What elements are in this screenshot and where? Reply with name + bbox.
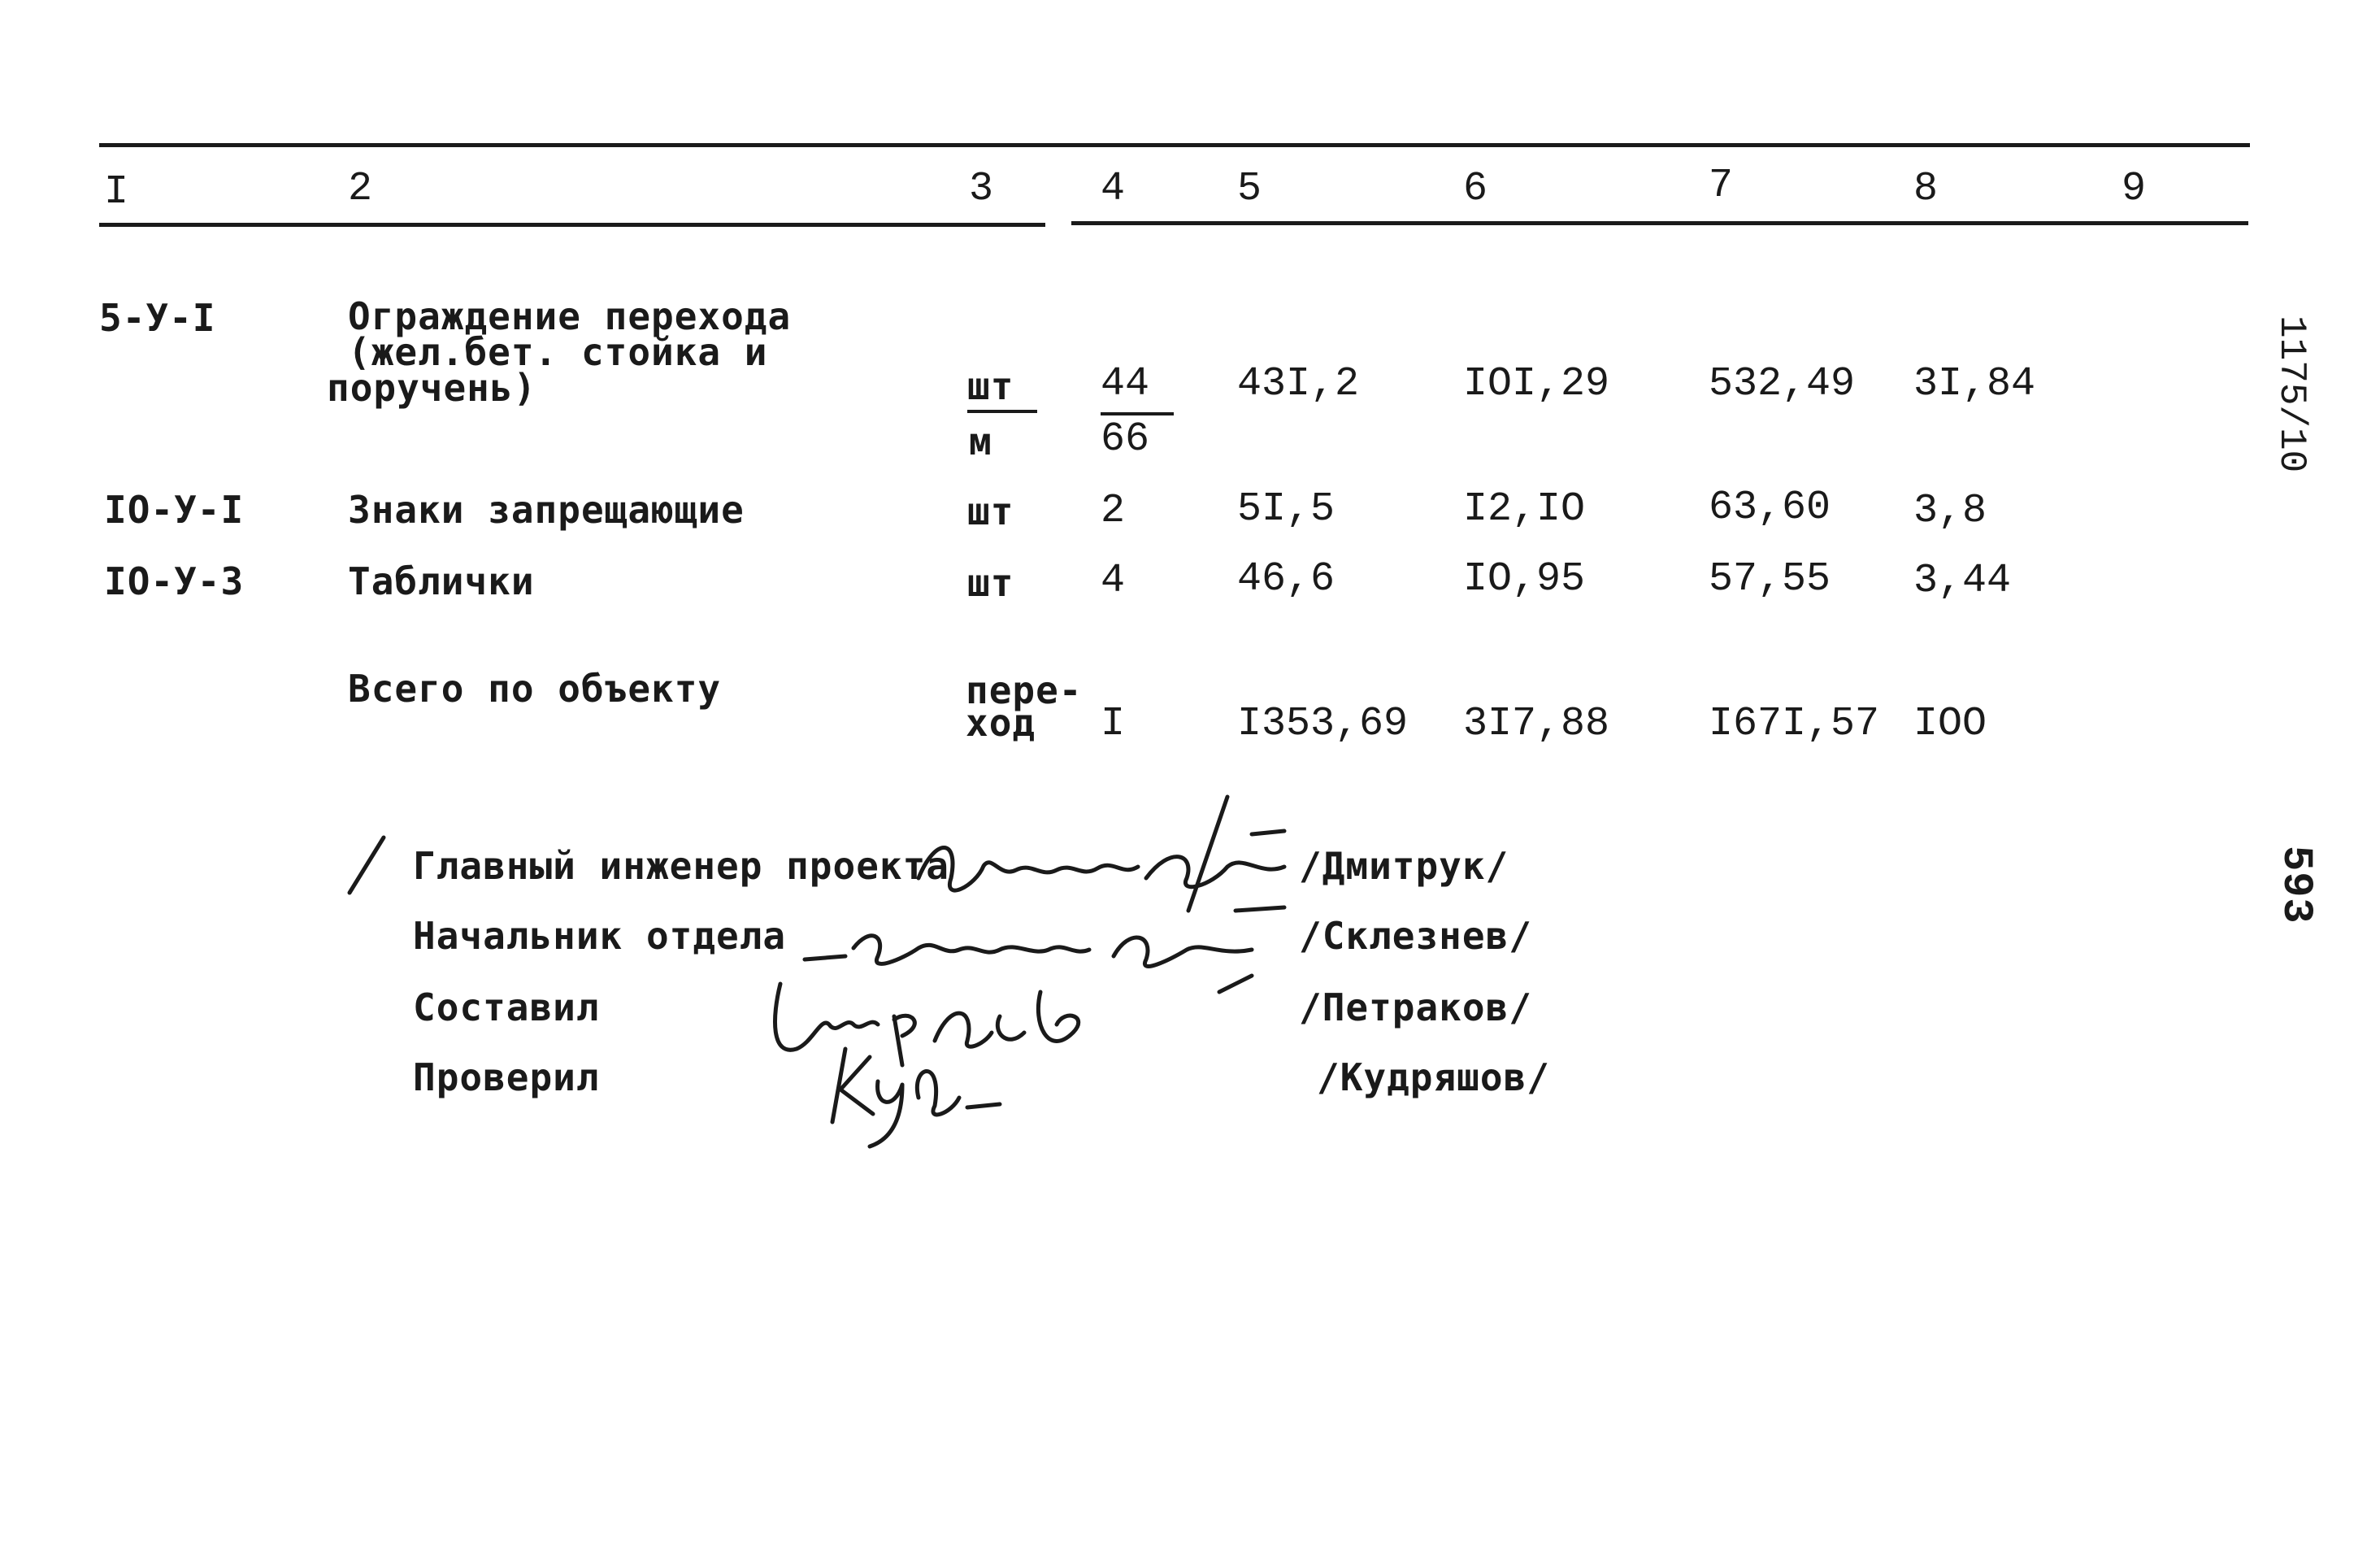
col-header-4: 4 bbox=[1101, 166, 1126, 212]
signature-name: /Кудряшов/ bbox=[1317, 1055, 1550, 1099]
margin-page-number: 593 bbox=[2272, 846, 2320, 924]
slash-mark bbox=[341, 833, 390, 898]
signature-name: /Склезнев/ bbox=[1299, 914, 1532, 958]
col-header-5: 5 bbox=[1237, 166, 1262, 212]
row-cell-6: IOI,29 bbox=[1463, 361, 1610, 407]
total-unit-line: ход bbox=[966, 701, 1036, 745]
row-cell-6: IO,95 bbox=[1463, 556, 1586, 602]
handwritten-signature-checker bbox=[821, 1033, 1016, 1155]
col-header-8: 8 bbox=[1913, 166, 1939, 212]
row-name-line: (жел.бет. стойка и bbox=[348, 330, 768, 374]
col-header-9: 9 bbox=[2122, 166, 2147, 212]
total-cell-6: 3I7,88 bbox=[1463, 701, 1610, 747]
signature-role: Начальник отдела bbox=[413, 914, 787, 958]
row-name-line: поручень) bbox=[327, 366, 537, 410]
total-qty: I bbox=[1101, 701, 1126, 747]
row-name-line: Ограждение перехода bbox=[348, 294, 792, 338]
row-cell-8: 3I,84 bbox=[1913, 361, 2036, 407]
row-qty-secondary: 66 bbox=[1101, 416, 1150, 463]
row-code: IO-У-3 bbox=[104, 559, 245, 603]
header-rule-right bbox=[1071, 221, 2248, 225]
header-rule-left bbox=[99, 223, 1045, 227]
row-cell-5: 5I,5 bbox=[1237, 486, 1335, 533]
top-rule bbox=[99, 143, 2250, 147]
row-code: IO-У-I bbox=[104, 488, 245, 532]
row-cell-5: 46,6 bbox=[1237, 556, 1335, 602]
margin-doc-number: 1175/10 bbox=[2270, 315, 2313, 473]
row-qty: 44 bbox=[1101, 361, 1174, 415]
signature-role: Главный инженер проекта bbox=[413, 844, 949, 888]
row-cell-7: 63,60 bbox=[1709, 485, 1831, 531]
row-unit: шт bbox=[967, 561, 1014, 605]
row-qty: 4 bbox=[1101, 558, 1126, 604]
row-cell-7: 57,55 bbox=[1709, 556, 1831, 602]
signature-role: Составил bbox=[413, 985, 600, 1029]
col-header-7: 7 bbox=[1709, 163, 1734, 209]
row-unit: шт bbox=[967, 368, 1037, 413]
total-unit-line: пере- bbox=[966, 668, 1083, 712]
row-qty: 2 bbox=[1101, 488, 1126, 534]
col-header-2: 2 bbox=[348, 166, 373, 212]
row-cell-6: I2,IO bbox=[1463, 486, 1586, 533]
signature-role: Проверил bbox=[413, 1055, 600, 1099]
col-header-3: 3 bbox=[969, 166, 994, 212]
total-label: Всего по объекту bbox=[348, 667, 722, 711]
signature-name: /Дмитрук/ bbox=[1299, 844, 1509, 888]
row-cell-5: 43I,2 bbox=[1237, 361, 1360, 407]
row-name: Знаки запрещающие bbox=[348, 488, 745, 532]
row-unit: шт bbox=[967, 489, 1014, 533]
col-header-6: 6 bbox=[1463, 166, 1488, 212]
row-cell-8: 3,44 bbox=[1913, 558, 2012, 604]
row-cell-8: 3,8 bbox=[1913, 488, 1987, 534]
total-cell-7: I67I,57 bbox=[1709, 701, 1880, 747]
row-name: Таблички bbox=[348, 559, 535, 603]
signature-name: /Петраков/ bbox=[1299, 985, 1532, 1029]
row-cell-7: 532,49 bbox=[1709, 361, 1856, 407]
row-unit-secondary: м bbox=[969, 420, 992, 463]
total-cell-5: I353,69 bbox=[1237, 701, 1409, 747]
total-cell-8: IOO bbox=[1913, 701, 1987, 747]
row-code: 5-У-I bbox=[99, 296, 216, 340]
col-header-1: I bbox=[104, 169, 129, 215]
